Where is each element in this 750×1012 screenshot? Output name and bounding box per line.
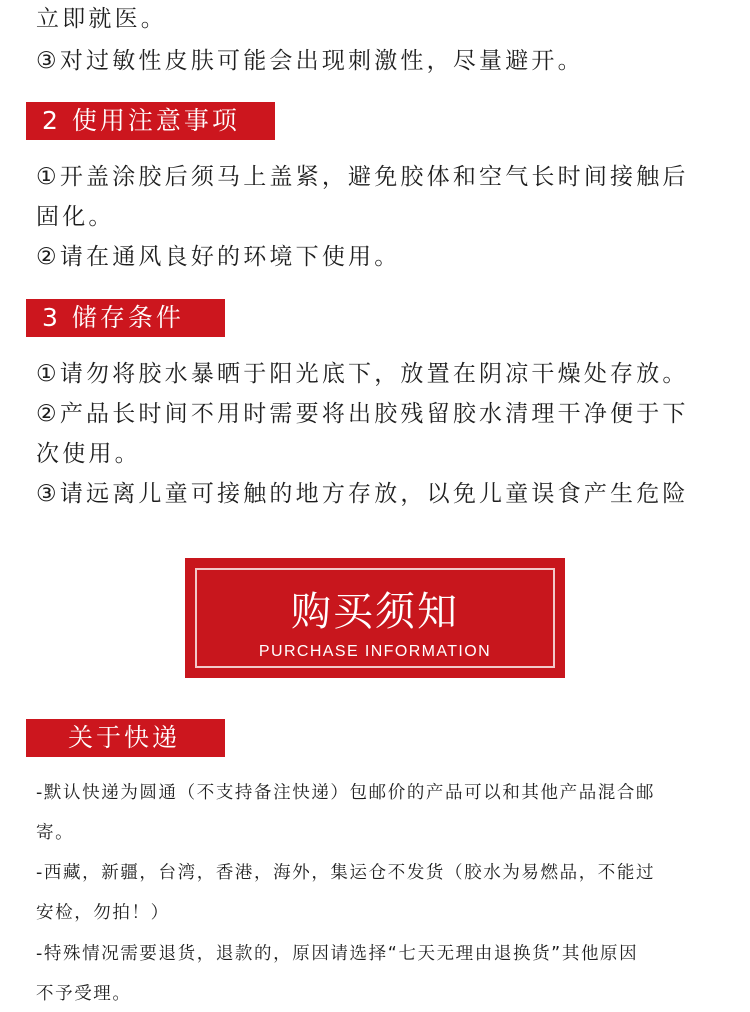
- storage-line-1: ①请勿将胶水暴晒于阳光底下，放置在阴凉干燥处存放。: [36, 361, 689, 387]
- usage-line-2: 固化。: [36, 204, 115, 230]
- storage-line-2: ②产品长时间不用时需要将出胶残留胶水清理干净便于下: [36, 401, 689, 427]
- shipping-line-2: 寄。: [36, 823, 75, 843]
- usage-line-1: ①开盖涂胶后须马上盖紧，避免胶体和空气长时间接触后: [36, 164, 689, 190]
- shipping-line-4: 安检，勿拍！）: [36, 903, 170, 923]
- shipping-line-5: -特殊情况需要退货，退款的，原因请选择“七天无理由退换货”其他原因: [36, 944, 639, 964]
- safety-line-2: ③对过敏性皮肤可能会出现刺激性，尽量避开。: [36, 48, 584, 74]
- shipping-line-6: 不予受理。: [36, 984, 132, 1004]
- storage-line-3: 次使用。: [36, 441, 141, 467]
- purchase-notice-banner: [185, 558, 565, 678]
- shipping-line-1: -默认快递为圆通（不支持备注快递）包邮价的产品可以和其他产品混合邮: [36, 783, 656, 803]
- usage-section-header: 2 使用注意事项: [26, 102, 275, 140]
- safety-line-1: 立即就医。: [36, 6, 167, 32]
- usage-line-3: ②请在通风良好的环境下使用。: [36, 244, 401, 270]
- shipping-section-header: 关于快递: [26, 719, 225, 757]
- storage-line-4: ③请远离儿童可接触的地方存放，以免儿童误食产生危险: [36, 481, 689, 507]
- purchase-notice-title: 购买须知: [291, 589, 459, 635]
- shipping-line-3: -西藏，新疆，台湾，香港，海外，集运仓不发货（胶水为易燃品，不能过: [36, 863, 656, 883]
- storage-section-header: 3 储存条件: [26, 299, 225, 337]
- purchase-notice-subtitle: PURCHASE INFORMATION: [258, 643, 492, 660]
- purchase-notice-frame: [195, 568, 555, 668]
